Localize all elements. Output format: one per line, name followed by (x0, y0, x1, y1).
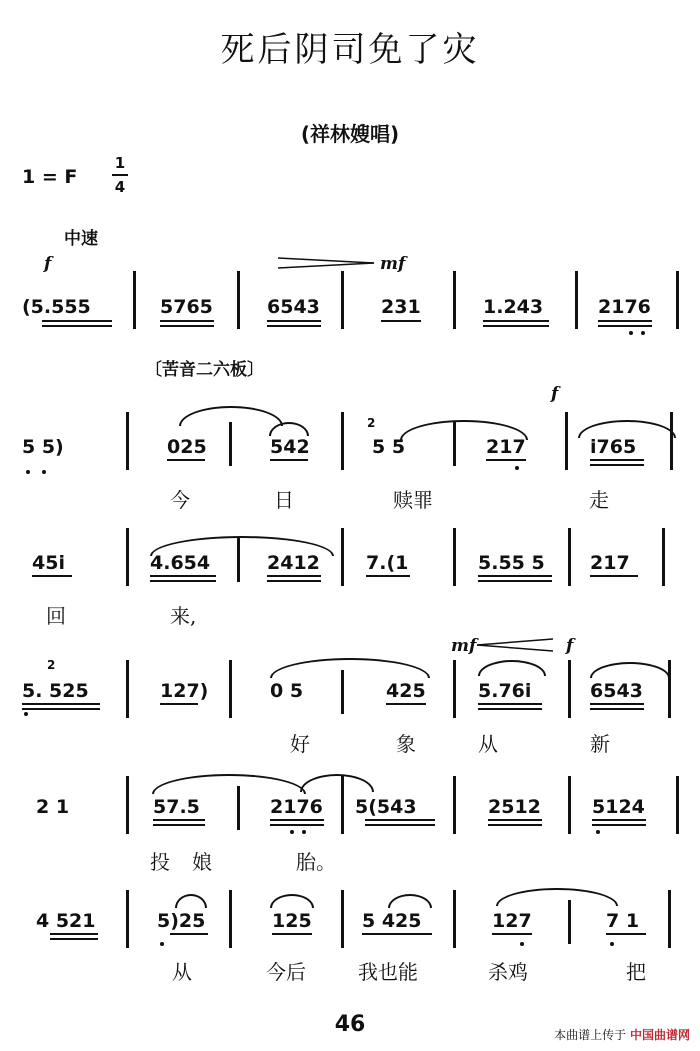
underline (267, 325, 321, 327)
underline (478, 703, 542, 705)
lyric: 新 (590, 732, 610, 756)
lower-octave-dot (302, 830, 306, 834)
underline (153, 824, 205, 826)
underline (170, 933, 208, 935)
barline (229, 422, 232, 466)
lyric: 从 (172, 960, 192, 984)
measure-note: 5 5) (22, 436, 64, 458)
measure-note: 217 (590, 552, 630, 574)
barline (229, 890, 232, 948)
underline (590, 464, 644, 466)
tie (300, 774, 374, 792)
barline (575, 271, 578, 329)
barline (341, 890, 344, 948)
measure-note: 217 (486, 436, 526, 458)
barline (453, 271, 456, 329)
barline (453, 660, 456, 718)
page-number: 46 (334, 1012, 366, 1037)
barline (126, 660, 129, 718)
underline (167, 459, 205, 461)
underline (160, 703, 198, 705)
underline (267, 575, 321, 577)
barline (668, 660, 671, 718)
section-label: 〔苦音二六板〕 (145, 360, 264, 380)
measure-note: 1.243 (483, 296, 544, 318)
time-signature (112, 152, 128, 198)
tie (478, 660, 546, 676)
underline (270, 459, 308, 461)
measure-note: 425 (386, 680, 426, 702)
tie (175, 894, 207, 908)
underline (592, 819, 646, 821)
measure-note: 2176 (598, 296, 651, 318)
measure-note: (5.555 (22, 296, 91, 318)
measure-note: 5. 525 (22, 680, 89, 702)
lyric: 今后 (266, 960, 306, 984)
barline (126, 890, 129, 948)
underline (32, 575, 72, 577)
underline (50, 938, 98, 940)
source-prefix: 本曲谱上传于 (554, 1028, 627, 1042)
underline (365, 819, 435, 821)
tie (590, 662, 670, 678)
barline (126, 412, 129, 470)
barline (453, 776, 456, 834)
dynamic-mf-2: mf (451, 636, 477, 656)
measure-note: 57.5 (153, 796, 200, 818)
barline (341, 271, 344, 329)
lower-octave-dot (515, 466, 519, 470)
measure-note: 5124 (592, 796, 645, 818)
lyric: 胎。 (296, 850, 336, 874)
underline (267, 580, 321, 582)
tempo-marking: 中速 (64, 229, 98, 249)
underline (598, 325, 652, 327)
measure-note: 6543 (590, 680, 643, 702)
lower-octave-dot (520, 942, 524, 946)
barline (568, 776, 571, 834)
underline (488, 819, 542, 821)
barline (670, 412, 673, 470)
underline (478, 708, 542, 710)
underline (150, 580, 216, 582)
lower-octave-dot (290, 830, 294, 834)
underline (478, 580, 552, 582)
lyric: 娘 (192, 850, 212, 874)
underline (483, 325, 549, 327)
measure-note: 5.76i (478, 680, 532, 702)
measure-note: 4 521 (36, 910, 96, 932)
underline (42, 320, 112, 322)
underline (22, 708, 100, 710)
measure-note: 231 (381, 296, 421, 318)
source-brand[interactable]: 中国曲谱网 (629, 1028, 690, 1042)
tie (388, 894, 432, 908)
barline (676, 776, 679, 834)
barline (565, 412, 568, 470)
underline (42, 325, 112, 327)
tie (270, 658, 430, 678)
dynamic-mf: mf (380, 254, 406, 274)
barline (126, 776, 129, 834)
lyric: 把 (626, 960, 646, 984)
lower-octave-dot (24, 712, 28, 716)
underline (366, 575, 410, 577)
measure-note: 2512 (488, 796, 541, 818)
grace-note: 2 (367, 416, 376, 430)
measure-note: 2412 (267, 552, 320, 574)
crescendo-hairpin (278, 256, 378, 270)
underline (492, 933, 532, 935)
lyric: 投 (150, 850, 170, 874)
barline (453, 890, 456, 948)
measure-note: 0 5 (270, 680, 304, 702)
dynamic-f-2: f (551, 384, 559, 404)
lower-octave-dot (26, 470, 30, 474)
underline (160, 325, 214, 327)
lower-octave-dot (42, 470, 46, 474)
measure-note: 5)25 (157, 910, 206, 932)
measure-note: 5765 (160, 296, 213, 318)
measure-note: 5.55 5 (478, 552, 545, 574)
measure-note: 2 1 (36, 796, 70, 818)
lower-octave-dot (610, 942, 614, 946)
measure-note: 5 5 (372, 436, 406, 458)
underline (270, 824, 324, 826)
underline (590, 703, 644, 705)
underline (22, 703, 100, 705)
underline (365, 824, 435, 826)
measure-note: 2176 (270, 796, 323, 818)
grace-note: 2 (47, 658, 56, 672)
barline (126, 528, 129, 586)
measure-note: 4.654 (150, 552, 211, 574)
underline (153, 819, 205, 821)
underline (160, 320, 214, 322)
lyric: 赎罪 (393, 488, 433, 512)
lower-octave-dot (641, 331, 645, 335)
time-denominator: 4 (114, 178, 126, 196)
underline (606, 933, 646, 935)
lyric: 走 (589, 488, 609, 512)
tie (179, 406, 283, 426)
barline (453, 528, 456, 586)
source-credit (554, 1026, 690, 1043)
underline (381, 320, 421, 322)
underline (483, 320, 549, 322)
underline (598, 320, 652, 322)
measure-note: 7.(1 (366, 552, 409, 574)
barline (237, 271, 240, 329)
barline (676, 271, 679, 329)
lyric: 杀鸡 (488, 960, 528, 984)
measure-note: 025 (167, 436, 207, 458)
lyric: 好 (290, 732, 310, 756)
measure-note: 45i (32, 552, 65, 574)
song-subtitle: (祥林嫂唱) (300, 122, 400, 146)
tie (496, 888, 618, 906)
lyric: 从 (478, 732, 498, 756)
underline (267, 320, 321, 322)
measure-note: 5(543 (355, 796, 417, 818)
barline (341, 412, 344, 470)
diminuendo-hairpin (477, 638, 555, 652)
underline (50, 933, 98, 935)
tie (152, 774, 306, 794)
dynamic-f-3: f (566, 636, 574, 656)
key-signature: 1 = F (22, 166, 78, 188)
lower-octave-dot (160, 942, 164, 946)
underline (272, 933, 312, 935)
lower-octave-dot (596, 830, 600, 834)
barline (341, 528, 344, 586)
lyric: 来, (170, 604, 197, 628)
time-numerator: 1 (112, 152, 128, 176)
barline (568, 660, 571, 718)
measure-note: 5 425 (362, 910, 422, 932)
underline (362, 933, 432, 935)
barline (229, 660, 232, 718)
measure-note: 542 (270, 436, 310, 458)
barline (662, 528, 665, 586)
underline (592, 824, 646, 826)
song-title: 死后阴司免了灾 (220, 30, 480, 70)
lower-octave-dot (629, 331, 633, 335)
underline (590, 459, 644, 461)
measure-note: 125 (272, 910, 312, 932)
measure-note: 6543 (267, 296, 320, 318)
measure-note: 127) (160, 680, 209, 702)
lyric: 日 (274, 488, 294, 512)
underline (590, 708, 644, 710)
barline (668, 890, 671, 948)
lyric: 今 (170, 488, 190, 512)
underline (590, 575, 638, 577)
underline (150, 575, 216, 577)
measure-note: i765 (590, 436, 637, 458)
underline (478, 575, 552, 577)
underline (270, 819, 324, 821)
underline (488, 824, 542, 826)
barline (568, 528, 571, 586)
lyric: 回 (46, 604, 66, 628)
lyric: 象 (396, 732, 416, 756)
barline (133, 271, 136, 329)
measure-note: 7 1 (606, 910, 640, 932)
measure-note: 127 (492, 910, 532, 932)
tie (270, 894, 314, 908)
underline (386, 703, 426, 705)
lyric: 我也能 (358, 960, 418, 984)
barline (568, 900, 571, 944)
underline (486, 459, 526, 461)
dynamic-f: f (44, 254, 52, 274)
